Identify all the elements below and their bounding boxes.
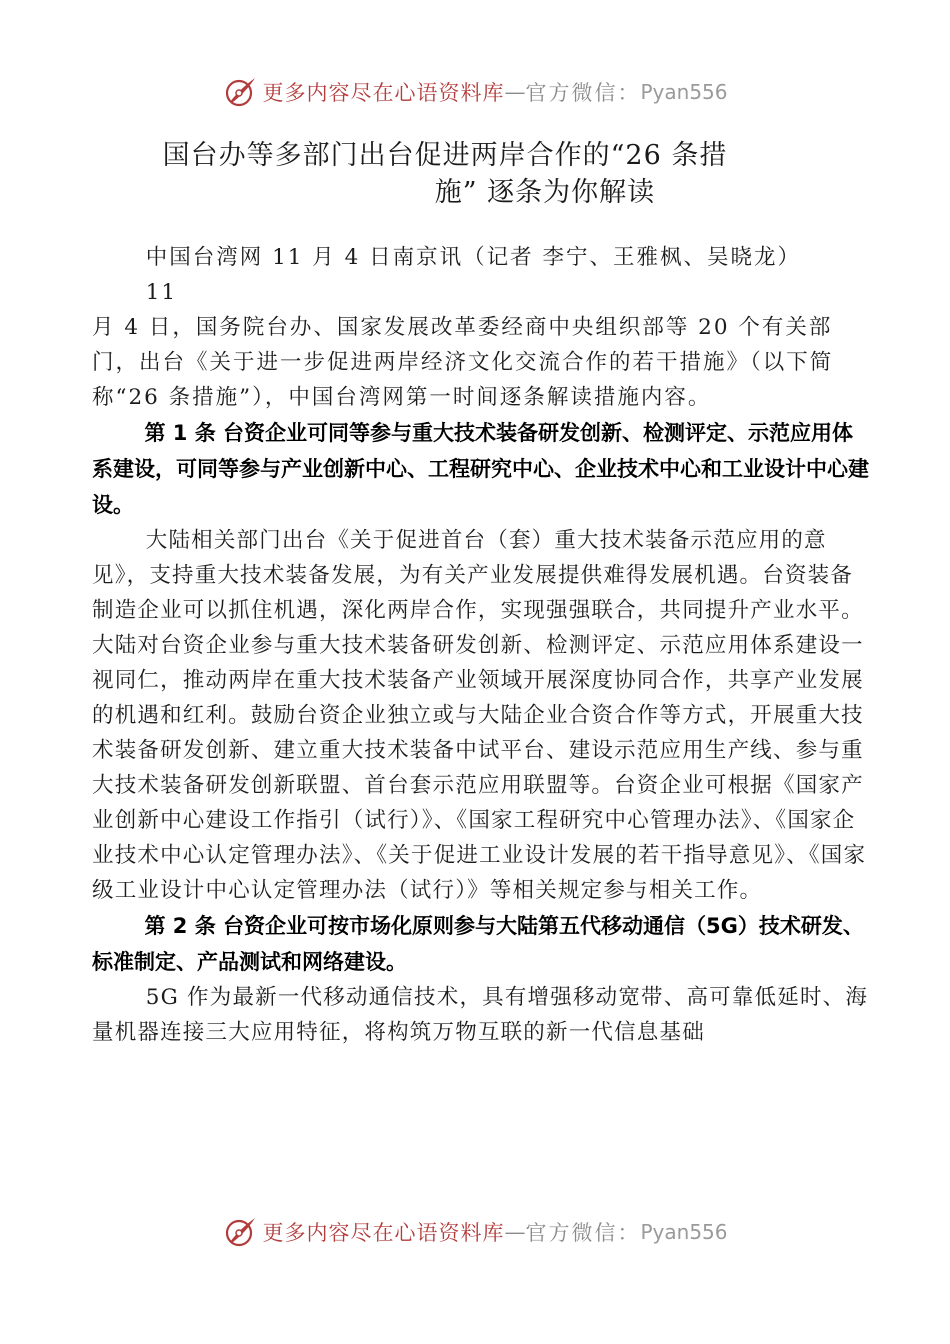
article1-heading: 第 1 条 台资企业可同等参与重大技术装备研发创新、检测评定、示范应用体系建设，可同等参与产业创新中心、工程研究中心、企业技术中心和工业设计中心建设。 xyxy=(92,421,869,517)
watermark-text: 更多内容尽在心语资料库 xyxy=(262,1221,505,1245)
lead-line2: 11 xyxy=(145,280,178,305)
quill-logo-icon xyxy=(222,1214,258,1250)
lead-paragraph: 月 4 日，国务院台办、国家发展改革委经商中央组织部等 20 个有关部门，出台《关于进一步促进两岸经济文化交流合作的若干措施》（以下简称“26 条措施”），中国台湾网第一时间逐条解读措施内容。 xyxy=(92,315,834,410)
article2-body: 5G 作为最新一代移动通信技术，具有增强移动宽带、高可靠低延时、海量机器连接三大应用特征，将构筑万物互联的新一代信息基础 xyxy=(92,985,869,1045)
wechat-id: Pyan556 xyxy=(640,1220,728,1244)
document-body xyxy=(92,240,872,1050)
article1-body: 大陆相关部门出台《关于促进首台（套）重大技术装备示范应用的意见》，支持重大技术装备发展，为有关产业发展提供难得发展机遇。台资装备制造企业可以抓住机遇，深化两岸合作，实现强强联合，共同提升产业水平。大陆对台资企业参与重大技术装备研发创新、检测评定、示范应用体系建设一视同仁，推动两岸在重大技术装备产业领域开展深度协同合作，共享产业发展的机遇和红利。鼓励台资企业独立或与大陆企业合资合作等方式，开展重大技术装备研发创新、建立重大技术装备中试平台、建设示范应用生产线、参与重大技术装备研发创新联盟、首台套示范应用联盟等。台资企业可根据《国家产业创新中心建设工作指引（试行）》、《国家工程研究中心管理办法》、《国家企业技术中心认定管理办法》、《关于促进工业设计发展的若干指导意见》、《国家级工业设计中心认定管理办法（试行）》等相关规定参与相关工作。 xyxy=(92,528,867,903)
wechat-id: Pyan556 xyxy=(640,80,728,104)
lead-line1: 中国台湾网 11 月 4 日南京讯（记者 李宁、王雅枫、吴晓龙） xyxy=(145,245,801,270)
watermark-separator: — xyxy=(504,1220,526,1244)
header-watermark xyxy=(0,72,950,112)
watermark-text: 更多内容尽在心语资料库 xyxy=(262,81,505,105)
page-title-line2: 施” 逐条为你解读 xyxy=(434,177,656,208)
article2-heading: 第 2 条 台资企业可按市场化原则参与大陆第五代移动通信（5G）技术研发、标准制定、产品测试和网络建设。 xyxy=(92,914,864,974)
wechat-label: 官方微信： xyxy=(525,1221,641,1245)
footer-watermark xyxy=(0,1212,950,1252)
wechat-label: 官方微信： xyxy=(525,81,641,105)
quill-logo-icon xyxy=(222,74,258,110)
page-title-line1: 国台办等多部门出台促进两岸合作的“26 条措 xyxy=(162,140,728,171)
watermark-separator: — xyxy=(504,80,526,104)
